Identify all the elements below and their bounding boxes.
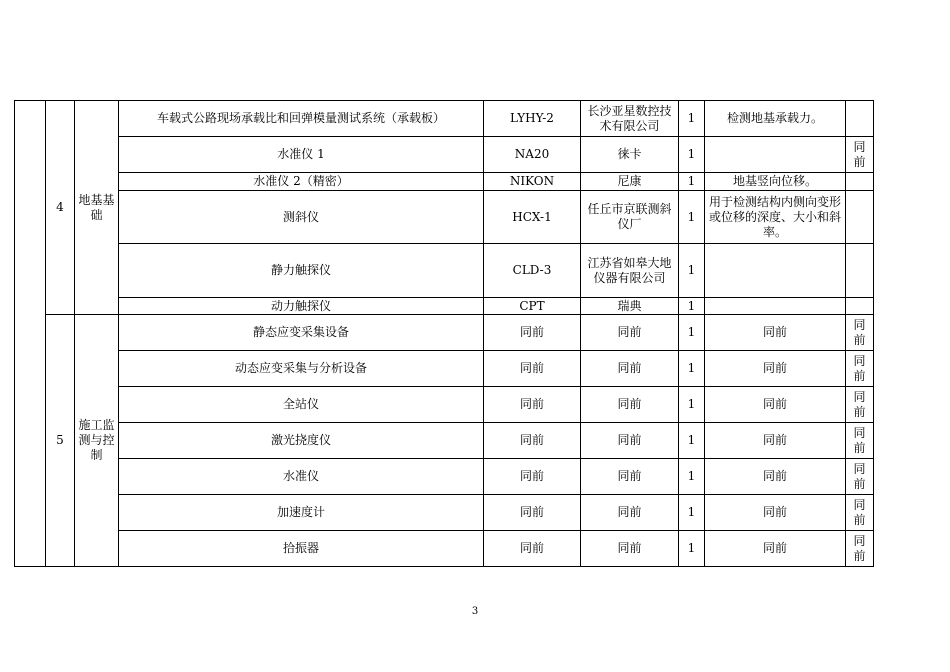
equipment-purpose: 检测地基承载力。: [705, 101, 846, 137]
equipment-model: 同前: [484, 495, 581, 531]
table-row: [15, 298, 874, 315]
equipment-name: 水准仪 1: [119, 137, 484, 173]
equipment-purpose: [705, 298, 846, 315]
equipment-maker: 长沙亚星数控技术有限公司: [581, 101, 679, 137]
equipment-maker: 任丘市京联测斜仪厂: [581, 191, 679, 244]
equipment-name: 水准仪 2（精密）: [119, 173, 484, 191]
equipment-note: 同前: [846, 351, 874, 387]
equipment-model: 同前: [484, 531, 581, 567]
equipment-maker: 同前: [581, 459, 679, 495]
equipment-qty: 1: [679, 459, 705, 495]
equipment-maker: 同前: [581, 387, 679, 423]
equipment-note: 同前: [846, 315, 874, 351]
equipment-qty: 1: [679, 101, 705, 137]
group-number: 4: [46, 101, 75, 315]
equipment-maker: 同前: [581, 423, 679, 459]
equipment-purpose: 同前: [705, 531, 846, 567]
equipment-purpose: 同前: [705, 387, 846, 423]
equipment-model: HCX-1: [484, 191, 581, 244]
equipment-qty: 1: [679, 387, 705, 423]
group-category: 地基基础: [75, 101, 119, 315]
equipment-note: [846, 244, 874, 298]
group-category: 施工监测与控制: [75, 315, 119, 567]
equipment-maker: 同前: [581, 351, 679, 387]
equipment-note: [846, 298, 874, 315]
equipment-model: 同前: [484, 351, 581, 387]
equipment-note: [846, 101, 874, 137]
equipment-model: 同前: [484, 423, 581, 459]
equipment-note: 同前: [846, 459, 874, 495]
equipment-note: [846, 191, 874, 244]
equipment-purpose: [705, 137, 846, 173]
table-row: [15, 495, 874, 531]
table-row: [15, 351, 874, 387]
equipment-name: 激光挠度仪: [119, 423, 484, 459]
table-row: [15, 137, 874, 173]
equipment-name: 拾振器: [119, 531, 484, 567]
equipment-note: 同前: [846, 531, 874, 567]
table-row: [15, 244, 874, 298]
equipment-model: LYHY-2: [484, 101, 581, 137]
equipment-name: 动力触探仪: [119, 298, 484, 315]
equipment-qty: 1: [679, 315, 705, 351]
equipment-maker: 同前: [581, 495, 679, 531]
equipment-note: 同前: [846, 137, 874, 173]
table-row: [15, 191, 874, 244]
equipment-qty: 1: [679, 137, 705, 173]
equipment-note: [846, 173, 874, 191]
equipment-name: 静态应变采集设备: [119, 315, 484, 351]
equipment-table: [14, 100, 874, 567]
equipment-purpose: 同前: [705, 495, 846, 531]
equipment-model: NIKON: [484, 173, 581, 191]
equipment-model: 同前: [484, 459, 581, 495]
equipment-purpose: [705, 244, 846, 298]
equipment-maker: 瑞典: [581, 298, 679, 315]
equipment-purpose: 用于检测结构内侧向变形或位移的深度、大小和斜率。: [705, 191, 846, 244]
equipment-model: CLD-3: [484, 244, 581, 298]
equipment-maker: 江苏省如皋大地仪器有限公司: [581, 244, 679, 298]
equipment-qty: 1: [679, 495, 705, 531]
equipment-model: 同前: [484, 315, 581, 351]
equipment-name: 全站仪: [119, 387, 484, 423]
group-number: 5: [46, 315, 75, 567]
equipment-model: CPT: [484, 298, 581, 315]
equipment-purpose: 同前: [705, 423, 846, 459]
equipment-name: 车载式公路现场承载比和回弹模量测试系统（承载板）: [119, 101, 484, 137]
equipment-qty: 1: [679, 173, 705, 191]
table-row: [15, 387, 874, 423]
equipment-note: 同前: [846, 495, 874, 531]
equipment-name: 测斜仪: [119, 191, 484, 244]
equipment-purpose: 同前: [705, 351, 846, 387]
equipment-maker: 徕卡: [581, 137, 679, 173]
table-row: [15, 531, 874, 567]
equipment-purpose: 同前: [705, 459, 846, 495]
equipment-qty: 1: [679, 244, 705, 298]
outer-left-column: [15, 101, 46, 567]
equipment-name: 动态应变采集与分析设备: [119, 351, 484, 387]
table-row: [15, 173, 874, 191]
equipment-qty: 1: [679, 531, 705, 567]
equipment-maker: 同前: [581, 531, 679, 567]
equipment-model: 同前: [484, 387, 581, 423]
equipment-qty: 1: [679, 351, 705, 387]
equipment-maker: 尼康: [581, 173, 679, 191]
table-row: [15, 315, 874, 351]
equipment-qty: 1: [679, 191, 705, 244]
equipment-model: NA20: [484, 137, 581, 173]
equipment-name: 水准仪: [119, 459, 484, 495]
equipment-purpose: 同前: [705, 315, 846, 351]
equipment-note: 同前: [846, 387, 874, 423]
equipment-maker: 同前: [581, 315, 679, 351]
table-row: [15, 459, 874, 495]
table-row: [15, 423, 874, 459]
table-row: [15, 101, 874, 137]
equipment-note: 同前: [846, 423, 874, 459]
equipment-name: 加速度计: [119, 495, 484, 531]
equipment-purpose: 地基竖向位移。: [705, 173, 846, 191]
equipment-qty: 1: [679, 298, 705, 315]
page-number: 3: [471, 606, 479, 617]
equipment-qty: 1: [679, 423, 705, 459]
equipment-name: 静力触探仪: [119, 244, 484, 298]
